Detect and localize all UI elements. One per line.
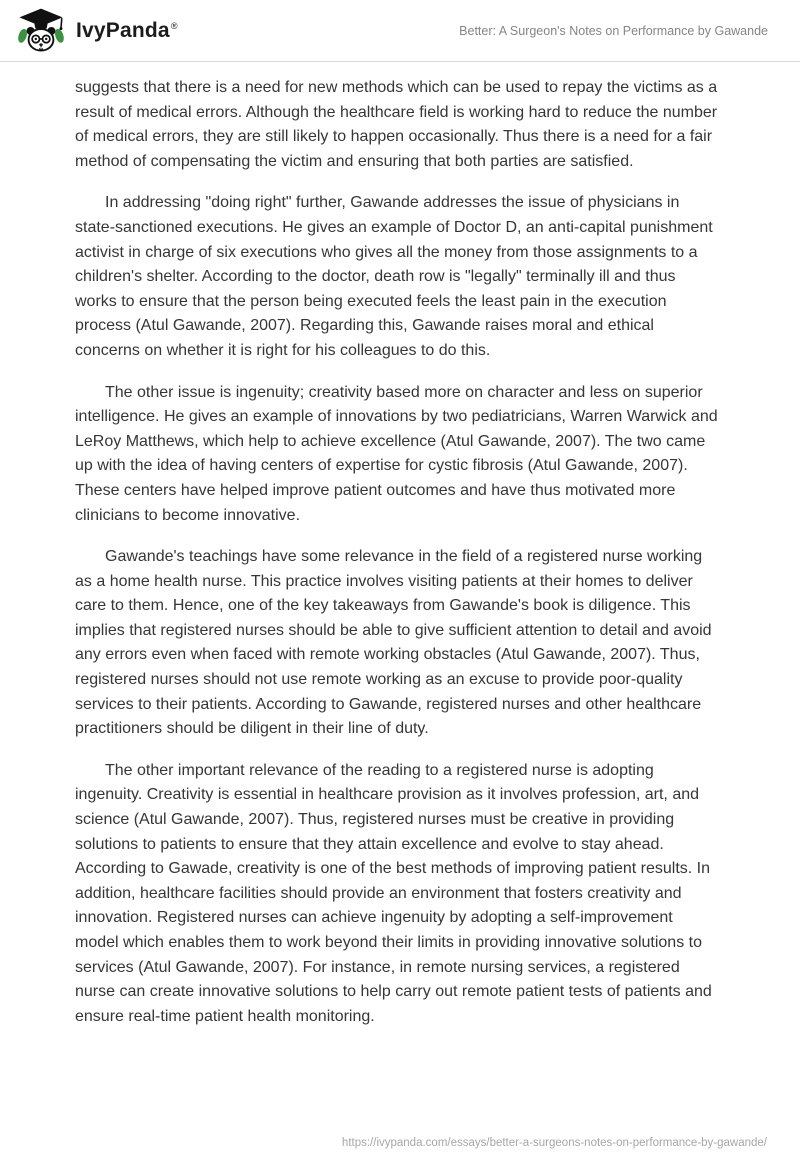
essay-paragraph: The other issue is ingenuity; creativity based more on character and less on superior intelligence. He gives an example of innovations by two pediatricians, Warren Warwick and LeRoy Matthews, which help to achieve excellence (Atul Gawande, 2007). The two came up with the idea of having centers of expertise for cystic fibrosis (Atul Gawande, 2007). These centers have helped improve patient outcomes and have thus motivated more clinicians to become innovative. — [75, 383, 718, 524]
essay-paragraph: The other important relevance of the reading to a registered nurse is adopting ingenuity. Creativity is essential in healthcare provision as it involves profession, art, and science (Atul Gawande, 2007). Thus, registered nurses must be creative in providing solutions to patients to ensure that they attain excellence and evolve to stay ahead. According to Gawade, creativity is one of the best methods of improving patient results. In addition, healthcare facilities should provide an environment that fosters creativity and innovation. Registered nurses can achieve ingenuity by adopting a self-improvement model which enables them to work beyond their limits in providing innovative solutions to services (Atul Gawande, 2007). For instance, in remote nursing services, a registered nurse can create innovative solutions to help carry out remote patient tests of patients and ensure real-time patient health monitoring. — [75, 761, 712, 1025]
essay-content — [0, 62, 800, 1029]
panda-graduation-logo-icon — [16, 7, 66, 55]
source-url[interactable]: https://ivypanda.com/essays/better-a-surgeons-notes-on-performance-by-gawande/ — [341, 1137, 767, 1149]
brand-name: IvyPanda ® — [76, 18, 178, 42]
essay-paragraph: suggests that there is a need for new methods which can be used to repay the victims as a result of medical errors. Although the healthcare field is working hard to reduce the number of medical errors, they are still likely to happen occasionally. Thus there is a need for a fair method of compensating the victim and ensuring that both parties are satisfied. — [75, 79, 718, 170]
document-title: Better: A Surgeon's Notes on Performance by Gawande — [459, 23, 768, 38]
registered-trademark: ® — [170, 20, 178, 31]
essay-paragraph: In addressing "doing right" further, Gawande addresses the issue of physicians in state-sanctioned executions. He gives an example of Doctor D, an anti-capital punishment activist in charge of six executions who gives all the money from those assignments to a children's shelter. According to the doctor, death row is "legally" terminally ill and thus works to ensure that the person being executed feels the least pain in the execution process (Atul Gawande, 2007). Regarding this, Gawande raises moral and ethical concerns on whether it is right for his colleagues to do this. — [75, 194, 713, 359]
ivypanda-logo[interactable] — [16, 7, 178, 55]
page-footer — [342, 1137, 767, 1149]
essay-paragraph: Gawande's teachings have some relevance in the field of a registered nurse working as a home health nurse. This practice involves visiting patients at their homes to deliver care to them. Hence, one of the key takeaways from Gawande's book is diligence. This implies that registered nurses should be able to give sufficient attention to detail and avoid any errors even when faced with remote working obstacles (Atul Gawande, 2007). Thus, registered nurses should not use remote working as an excuse to provide poor-quality services to their patients. According to Gawande, registered nurses and other healthcare practitioners should be diligent in their line of duty. — [75, 548, 712, 738]
page-header — [0, 0, 800, 62]
